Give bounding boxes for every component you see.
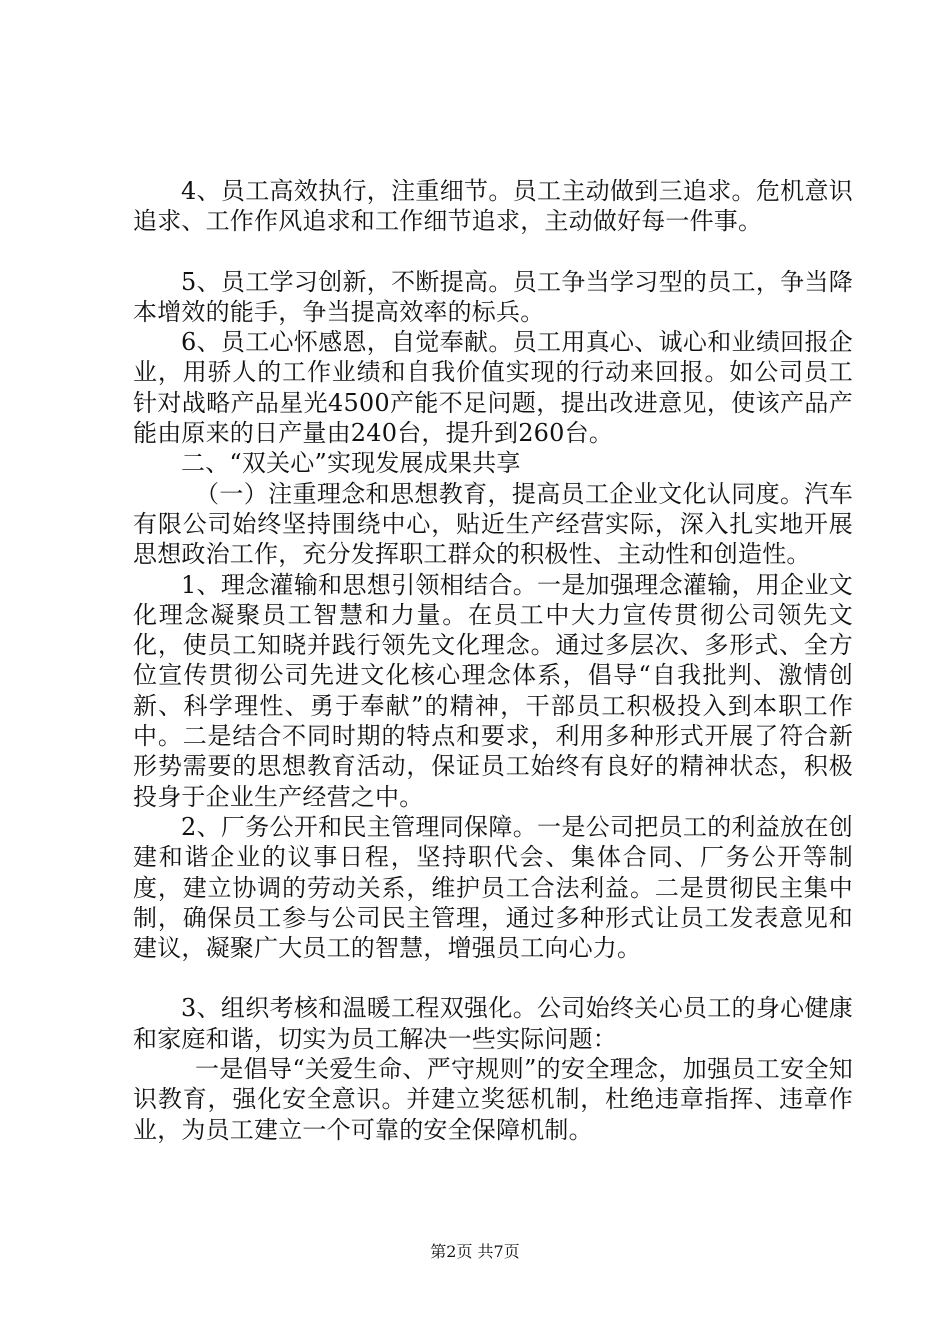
subsection-heading-1: （一）注重理念和思想教育，提高员工企业文化认同度。汽车有限公司始终坚持围绕中心，贴近生产经营实际，深入扎实地开展思想政治工作，充分发挥职工群众的积极性、主动性和创造性。 bbox=[133, 479, 853, 569]
paragraph-item-6: 6、员工心怀感恩，自觉奉献。员工用真心、诚心和业绩回报企业，用骄人的工作业绩和自我价值实现的行动来回报。如公司员工针对战略产品星光4500产能不足问题，提出改进意见，使该产品产能由原来的日产量由240台，提升到260台。 bbox=[133, 328, 853, 448]
paragraph-item-5: 5、员工学习创新，不断提高。员工争当学习型的员工，争当降本增效的能手，争当提高效率的标兵。 bbox=[133, 267, 853, 326]
page-footer bbox=[0, 1242, 950, 1262]
paragraph-safety: 一是倡导“关爱生命、严守规则”的安全理念，加强员工安全知识教育，强化安全意识。并建立奖惩机制，杜绝违章指挥、违章作业，为员工建立一个可靠的安全保障机制。 bbox=[133, 1055, 853, 1144]
paragraph-item-2: 2、厂务公开和民主管理同保障。一是公司把员工的利益放在创建和谐企业的议事日程，坚持职代会、集体合同、厂务公开等制度，建立协调的劳动关系，维护员工合法利益。二是贯彻民主集中制，确保员工参与公司民主管理，通过多种形式让员工发表意见和建议，凝聚广大员工的智慧，增强员工向心力。 bbox=[133, 812, 853, 963]
paragraph-item-4: 4、员工高效执行，注重细节。员工主动做到三追求。危机意识追求、工作作风追求和工作细节追求，主动做好每一件事。 bbox=[133, 177, 853, 236]
section-heading-2: 二、“双关心”实现发展成果共享 bbox=[181, 449, 521, 478]
paragraph-item-1: 1、理念灌输和思想引领相结合。一是加强理念灌输，用企业文化理念凝聚员工智慧和力量。在员工中大力宣传贯彻公司领先文化，使员工知晓并践行领先文化理念。通过多层次、多形式、全方位宣传贯彻公司先进文化核心理念体系，倡导“自我批判、激情创新、科学理性、勇于奉献”的精神，干部员工积极投入到本职工作中。二是结合不同时期的特点和要求，利用多种形式开展了符合新形势需要的思想教育活动，保证员工始终有良好的精神状态，积极投身于企业生产经营之中。 bbox=[133, 570, 853, 811]
paragraph-item-3: 3、组织考核和温暖工程双强化。公司始终关心员工的身心健康和家庭和谐，切实为员工解决一些实际问题： bbox=[133, 994, 853, 1053]
document-body bbox=[133, 176, 853, 1145]
page-indicator: 第2页 共7页 bbox=[430, 1242, 520, 1261]
